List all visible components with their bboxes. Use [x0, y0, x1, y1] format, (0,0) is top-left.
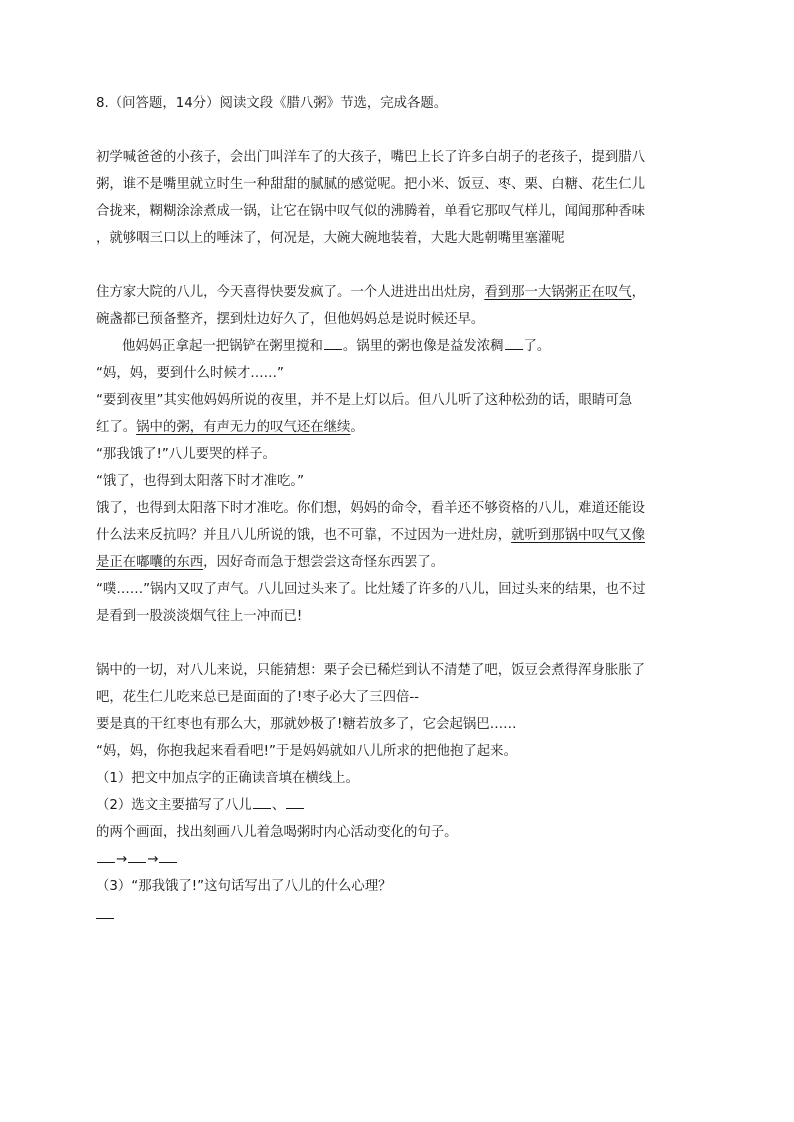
dialogue-line: “妈，妈，要到什么时候才……”: [96, 366, 284, 381]
text-run: 住方家大院的八儿，今天喜得快要发疯了。一个人进进出出灶房，: [96, 285, 485, 300]
answer-blank[interactable]: [286, 794, 304, 809]
paragraph-2: [96, 279, 708, 333]
paragraph-line: 碗盏都已预备整齐，摆到灶边好久了，但他妈妈总是说时候还早。: [96, 312, 485, 327]
paragraph-line: 锅中的一切，对八儿来说，只能猜想：栗子会已稀烂到认不清楚了吧，饭豆会煮得浑身胀胀了: [96, 663, 646, 678]
dialogue-line: “饿了，也得到太阳落下时才准吃。”: [96, 474, 305, 489]
answer-blank[interactable]: [96, 900, 114, 919]
underlined-sentence: 是正在嘟囔的东西: [96, 555, 204, 570]
text-run: 。: [350, 420, 364, 435]
underlined-sentence: 就听到那锅中叹气又像: [511, 528, 646, 543]
text-run: 他妈妈正拿起一把锅铲在粥里搅和: [122, 339, 323, 354]
paragraph-3: [96, 333, 708, 360]
paragraph-line: 饿了，也得到太阳落下时才准吃。你们想，妈妈的命令，看羊还不够资格的八儿，难道还能设: [96, 501, 646, 516]
answer-blank[interactable]: [128, 848, 146, 863]
paragraph-line: 初学喊爸爸的小孩子，会出门叫洋车了的大孩子，嘴巴上长了许多白胡子的老孩子，提到腊八: [96, 150, 646, 165]
underlined-sentence: 看到那一大锅粥正在叹气: [484, 285, 632, 300]
paragraph-4: [96, 657, 708, 765]
paragraph-line: [96, 522, 708, 549]
spacer: [96, 252, 708, 279]
paragraph-line: [96, 279, 708, 306]
document-page: [96, 90, 708, 919]
text-run: （2）选文主要描写了八儿: [96, 798, 252, 813]
paragraph-line: 是看到一股淡淡烟气往上一冲而已!: [96, 609, 303, 624]
spacer: [96, 117, 708, 144]
subquestion-2: [96, 792, 708, 819]
text-run: ，: [631, 285, 646, 300]
dialogue-line: “要到夜里”其实他妈妈所说的夜里，并不是上灯以后。但八儿听了这种松劲的话，眼睛可急: [96, 393, 633, 408]
spacer: [96, 630, 708, 657]
text-run: 了。: [523, 339, 551, 354]
answer-sequence: [96, 846, 708, 873]
paragraph-line: ，就够咽三口以上的唾沫了，何况是，大碗大碗地装着，大匙大匙朝嘴里塞灌呢: [96, 231, 565, 246]
question-header: 8.（问答题，14分）阅读文段《腊八粥》节选，完成各题。: [96, 96, 448, 111]
text-run: 、: [271, 798, 286, 813]
paragraph-line: “噗……”锅内又叹了声气。八儿回过头来了。比灶矮了许多的八儿，回过头来的结果，也不过: [96, 582, 646, 597]
subquestion-3: （3）“那我饿了!”这句话写出了八儿的什么心理？: [96, 879, 392, 894]
paragraph-line: 粥，谁不是嘴里就立时生一种甜甜的腻腻的感觉呢。把小米、饭豆、枣、栗、白糖、花生仁儿: [96, 177, 646, 192]
answer-blank[interactable]: [253, 794, 271, 809]
paragraph-line: 合拢来，糊糊涂涂煮成一锅，让它在锅中叹气似的沸腾着，单看它那叹气样儿，闻闻那种香味: [96, 204, 646, 219]
dialogue-line: [96, 414, 708, 441]
arrow-icon: →: [116, 852, 128, 867]
paragraph-line: “妈，妈，你抱我起来看看吧!”于是妈妈就如八儿所求的把他抱了起来。: [96, 744, 517, 759]
paragraph-1: [96, 144, 708, 252]
dialogue-line: “那我饿了!”八儿要哭的样子。: [96, 447, 276, 462]
arrow-icon: →: [147, 852, 159, 867]
paragraph-line: 要是真的干红枣也有那么大，那就妙极了!糖若放多了，它会起锅巴……: [96, 717, 517, 732]
text-run: 什么法来反抗吗？并且八儿所说的饿，也不可靠，不过因为一进灶房，: [96, 528, 512, 543]
answer-blank[interactable]: [159, 848, 177, 863]
subquestion-1: （1）把文中加点字的正确读音填在横线上。: [96, 771, 359, 786]
text-run: ，因好奇而急于想尝尝这奇怪东西罢了。: [203, 555, 445, 570]
underlined-sentence: 锅中的粥，有声无力的叹气还在继续: [136, 420, 351, 435]
paragraph-line: [96, 549, 708, 576]
subquestion-2-continued: 的两个画面，找出刻画八儿着急喝粥时内心活动变化的句子。: [96, 825, 458, 840]
fill-blank[interactable]: [505, 335, 523, 350]
text-run: 红了。: [96, 420, 137, 435]
paragraph-line: 吧，花生仁儿吃来总已是面面的了!枣子必大了三四倍--: [96, 690, 420, 705]
answer-blank[interactable]: [97, 848, 115, 863]
text-run: 。锅里的粥也像是益发浓稠: [342, 339, 504, 354]
fill-blank[interactable]: [324, 335, 342, 350]
